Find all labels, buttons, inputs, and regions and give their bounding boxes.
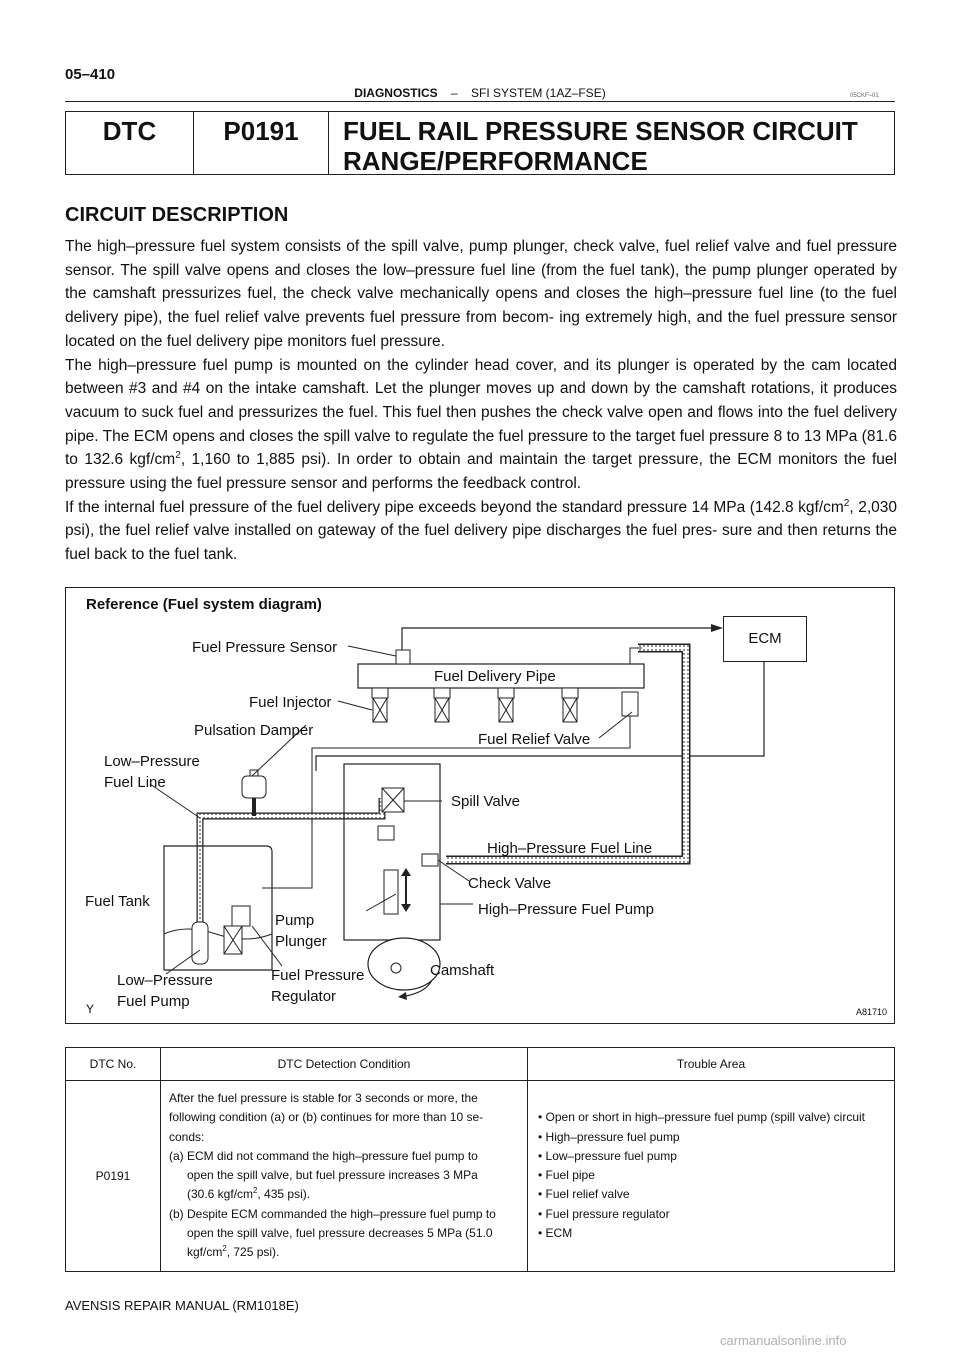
ecm-label: ECM [723, 616, 807, 662]
high-pressure-fuel-line-label: High–Pressure Fuel Line [487, 840, 653, 857]
list-item: • Fuel pipe [538, 1168, 595, 1183]
list-item: • Low–pressure fuel pump [538, 1148, 677, 1163]
running-header [0, 86, 960, 100]
circuit-description-heading: CIRCUIT DESCRIPTION [65, 204, 289, 226]
paragraph-2: The high–pressure fuel pump is mounted on the cylinder head cover, and its plunger is operated by the cam located between #3 and #4 on the intake camshaft. Let the plunger moves up and down by the camshaft rotations, it produces vacuum to suck fuel and pressurizes the fuel. This fuel then pushes the check valve open and flows into the fuel delivery pipe. The ECM opens and closes the spill valve to regulate the fuel pressure to the target fuel pressure 8 to 13 MPa (81.6 to 132.6 kgf/$cm^2$, 1,160 to 1,885 psi). In order to obtain and maintain the target pressure, the ECM monitors the fuel pressure using the fuel pressure sensor and performs the feedback control. [65, 356, 897, 493]
header-dtc-no: DTC No. [66, 1048, 161, 1081]
list-item: • ECM [538, 1226, 573, 1241]
fuel-relief-valve-label: Fuel Relief Valve [478, 731, 591, 748]
manual-footer: AVENSIS REPAIR MANUAL (RM1018E) [65, 1298, 299, 1313]
figure-title: Reference (Fuel system diagram) [86, 596, 322, 613]
paragraph-3: If the internal fuel pressure of the fuel delivery pipe exceeds beyond the standard pressure 14 MPa (142.8 kgf/$cm^2$, 2,030 psi), the fuel relief valve installed on gateway of the fuel delivery pipe discharges the fuel pres- sure and then returns the fuel back to the fuel tank. [65, 497, 897, 564]
dtc-code: P0191 [194, 112, 329, 174]
list-item: • Fuel relief valve [538, 1187, 630, 1202]
header-separator: – [450, 86, 458, 100]
fuel-pressure-sensor-label: Fuel Pressure Sensor [192, 639, 338, 656]
dtc-detection-table [65, 1047, 895, 1272]
circuit-description-body [65, 235, 897, 567]
dtc-title-line2: RANGE/PERFORMANCE [343, 146, 648, 176]
check-valve-label: Check Valve [468, 875, 552, 892]
dtc-title-box [65, 111, 895, 175]
list-item: • Fuel pressure regulator [538, 1206, 670, 1221]
high-pressure-fuel-pump-label: High–Pressure Fuel Pump [478, 901, 654, 918]
header-code: 05CKF–01 [850, 93, 879, 99]
pulsation-damper-label: Pulsation Damper [194, 722, 314, 739]
table-header-row [66, 1048, 895, 1081]
spill-valve-label: Spill Valve [451, 793, 520, 810]
subsection-name: SFI SYSTEM (1AZ–FSE) [471, 86, 606, 100]
page-number: 05–410 [65, 66, 116, 83]
dtc-title-line1: FUEL RAIL PRESSURE SENSOR CIRCUIT [343, 116, 858, 146]
fuel-delivery-pipe-label: Fuel Delivery Pipe [434, 668, 556, 685]
header-detection-condition: DTC Detection Condition [161, 1048, 528, 1081]
low-pressure-fuel-line-label: Low–Pressure Fuel Line [104, 753, 200, 791]
cell-dtc-no: P0191 [66, 1081, 161, 1272]
list-item: • High–pressure fuel pump [538, 1129, 680, 1144]
pump-plunger-label: Pump Plunger [275, 912, 327, 950]
table-row [66, 1081, 895, 1272]
low-pressure-fuel-pump-label: Low–Pressure Fuel Pump [117, 972, 213, 1010]
figure-code: A81710 [856, 1007, 888, 1017]
fuel-system-diagram [65, 587, 895, 1024]
header-rule [65, 101, 895, 102]
section-name: DIAGNOSTICS [354, 86, 438, 100]
fuel-tank-label: Fuel Tank [85, 893, 150, 910]
paragraph-1: The high–pressure fuel system consists of the spill valve, pump plunger, check valve, fuel relief valve and fuel pressure sensor. The spill valve opens and closes the low–pressure fuel line (from the fuel tank), the pump plunger operated by the camshaft pressurizes fuel, the check valve mechanically opens and closes the high–pressure fuel line (to the fuel delivery pipe), the fuel relief valve prevents fuel pressure from becom- ing extremely high, and the fuel pressure sensor located on the fuel delivery pipe monitors fuel pressure. [65, 238, 897, 350]
dtc-label: DTC [66, 112, 194, 174]
list-item: • Open or short in high–pressure fuel pump (spill valve) circuit [538, 1110, 866, 1125]
dtc-title [329, 112, 894, 174]
cell-detection-condition: After the fuel pressure is stable for 3 seconds or more, the following condition (a) or (b) continues for more than 10 se- conds: (a) ECM did not command the high–pressure fuel pump to open the spill valve, but fuel pressure increases 3 MPa (30.6 kgf/$cm^2$, 435 psi). (b) Despite ECM commanded the high–pressure fuel pump to open the spill valve, fuel pressure decreases 5 MPa (51.0 kgf/$cm^2$, 725 psi). [161, 1081, 528, 1272]
watermark: carmanualsonline.info [720, 1333, 847, 1348]
header-trouble-area: Trouble Area [528, 1048, 895, 1081]
figure-corner-mark: Y [86, 1002, 95, 1016]
fuel-injector-label: Fuel Injector [249, 694, 332, 711]
cell-trouble-area [528, 1081, 895, 1272]
fuel-pressure-regulator-label: Fuel Pressure Regulator [271, 967, 365, 1005]
camshaft-label: Camshaft [430, 962, 495, 979]
